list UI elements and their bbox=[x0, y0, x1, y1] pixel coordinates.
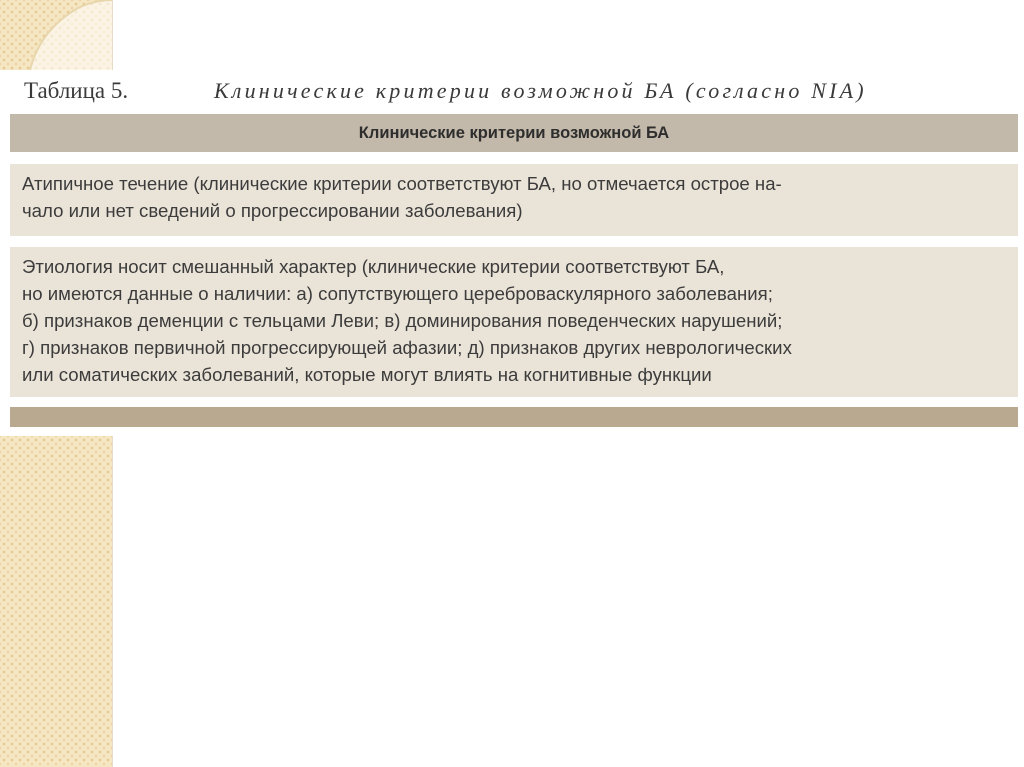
table-caption bbox=[24, 78, 1018, 112]
row-text-line: но имеются данные о наличии: а) сопутствующего цереброваскулярного заболевания; bbox=[22, 283, 773, 304]
table-header-bar bbox=[10, 114, 1018, 152]
caption-label: Таблица 5. bbox=[24, 78, 129, 103]
caption-title: Клинические критерии возможной БА (согласно NIA) bbox=[214, 78, 867, 103]
decorative-texture-left bbox=[0, 436, 112, 767]
table-figure bbox=[10, 70, 1018, 436]
table-header-text: Клинические критерии возможной БА bbox=[358, 123, 670, 142]
page-curl-decoration bbox=[0, 0, 112, 70]
row-text-line: б) признаков деменции с тельцами Леви; в) доминирования поведенческих нарушений; bbox=[22, 310, 783, 331]
row-text-line: г) признаков первичной прогрессирующей афазии; д) признаков других неврологических bbox=[22, 337, 792, 358]
table-row bbox=[10, 247, 1018, 397]
decorative-divider-top bbox=[112, 0, 113, 70]
table-row bbox=[10, 164, 1018, 236]
row-text-line: чало или нет сведений о прогрессировании заболевания) bbox=[22, 200, 523, 221]
table-footer-bar bbox=[10, 407, 1018, 427]
decorative-divider-bottom bbox=[112, 436, 113, 767]
row-text-line: Атипичное течение (клинические критерии соответствуют БА, но отмечается острое на- bbox=[22, 173, 782, 194]
row-text-line: Этиология носит смешанный характер (клинические критерии соответствуют БА, bbox=[22, 256, 725, 277]
row-text-line: или соматических заболеваний, которые могут влиять на когнитивные функции bbox=[22, 364, 712, 385]
